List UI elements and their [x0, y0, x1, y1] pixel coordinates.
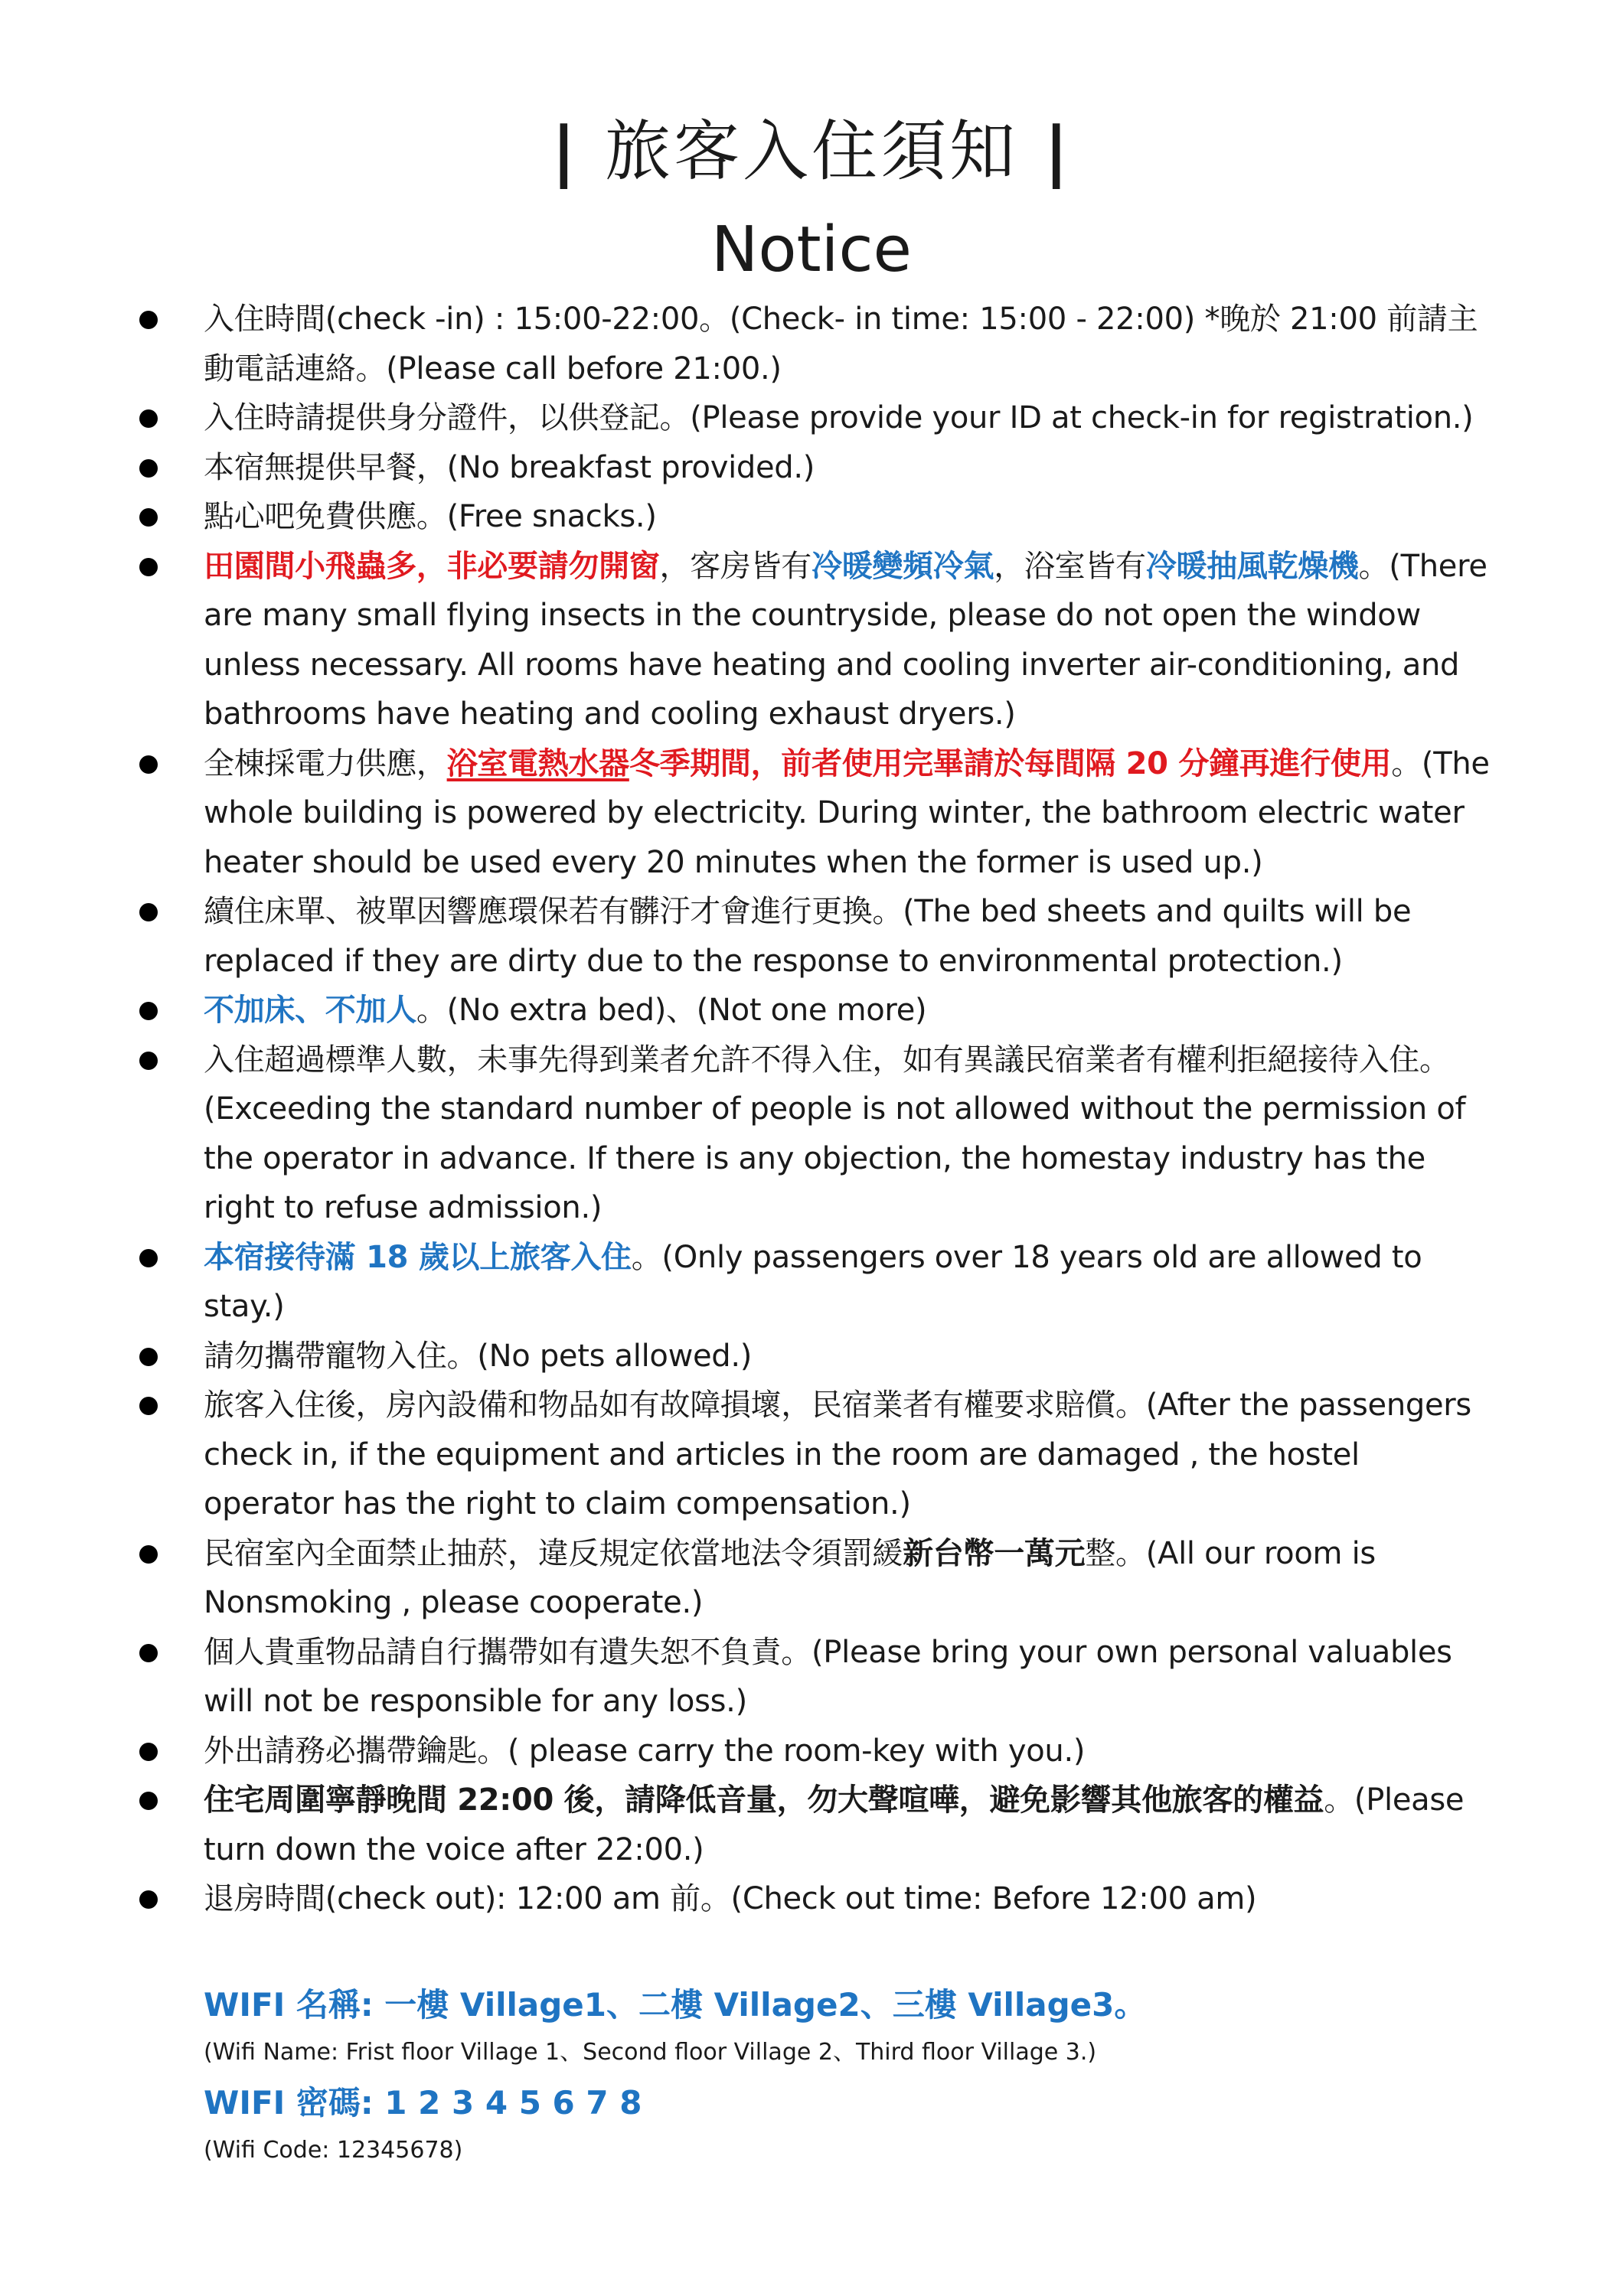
- page-subtitle: Notice: [711, 214, 912, 286]
- bullet-icon: [139, 1792, 158, 1810]
- notice-text: 退房時間(check out): 12:00 am 前。(Check out time: Before 12:00 am): [204, 1881, 1257, 1916]
- bullet-icon: [139, 1002, 158, 1020]
- notice-text: 本宿接待滿 18 歲以上旅客入住: [204, 1239, 632, 1275]
- notice-text: ，浴室皆有: [994, 548, 1146, 584]
- notice-text: 。(The whole building is powered by electricity. During winter, the bathroom electric water heater should be used every 20 minutes when the former is used up.): [204, 745, 1490, 880]
- notice-text: 冷暖抽風乾燥機: [1145, 548, 1359, 584]
- notice-text: 請勿攜帶寵物入住。(No pets allowed.): [204, 1338, 753, 1374]
- notice-text: 入住時間(check -in) : 15:00-22:00。(Check- in time: 15:00 - 22:00) *晚於 21:00 前請主動電話連絡。(Please call before 21:00.): [204, 302, 1478, 386]
- page-title: [0, 106, 1623, 197]
- notice-text: ，客房皆有: [659, 548, 812, 584]
- notice-item: [0, 1381, 1490, 1529]
- notice-list: [0, 295, 1623, 1924]
- notice-text: 。(Only passengers over 18 years old are allowed to stay.): [204, 1239, 1422, 1324]
- wifi-info: [204, 1981, 1505, 2174]
- title-text: 旅客入住須知: [605, 113, 1018, 190]
- notice-text: 。(Please turn down the voice after 22:00.): [204, 1782, 1465, 1867]
- notice-item: [0, 1874, 1490, 1924]
- notice-text: 。(There are many small flying insects in the countryside, please do not open the window unless necessary. All rooms have heating and cooling inverter air-conditioning, and bathrooms have heating and cooling exhaust dryers.): [204, 548, 1487, 732]
- wifi-name-translation: (Wifi Name: Frist floor Village 1、Second floor Village 2、Third floor Village 3.): [204, 2039, 1097, 2066]
- title-bar-right: |: [1044, 113, 1072, 190]
- notice-item: [0, 393, 1490, 443]
- notice-text: 旅客入住後，房內設備和物品如有故障損壞，民宿業者有權要求賠償。(After the passengers check in, if the equipment and articles in the room are damaged , the hostel operator has the right to claim compensation.): [204, 1388, 1471, 1521]
- notice-text: 整。(All our room is Nonsmoking , please cooperate.): [204, 1535, 1376, 1620]
- bullet-icon: [139, 1348, 158, 1366]
- notice-text: 本宿無提供早餐，(No breakfast provided.): [204, 449, 815, 485]
- notice-text: 續住床單、被單因響應環保若有髒汙才會進行更換。(The bed sheets and quilts will be replaced if they are dirty due to the response to environmental protection.): [204, 894, 1412, 979]
- bullet-icon: [139, 311, 158, 329]
- wifi-code: WIFI 密碼: 1 2 3 4 5 6 7 8: [204, 2084, 642, 2122]
- notice-text: 入住時請提供身分證件，以供登記。(Please provide your ID at check-in for registration.): [204, 400, 1474, 435]
- notice-text: 冷暖變頻冷氣: [812, 548, 994, 584]
- notice-text: 新台幣一萬元: [903, 1535, 1086, 1571]
- notice-text: 浴室電熱水器: [446, 745, 629, 781]
- notice-text: 入住超過標準人數，未事先得到業者允許不得入住，如有異議民宿業者有權利拒絕接待入住。(Exceeding the standard number of people is not allowed without the permission of the operator in advance. If there is any objection, the homestay industry has the right to refuse admission.): [204, 1042, 1466, 1225]
- bullet-icon: [139, 903, 158, 921]
- notice-item: [0, 1776, 1490, 1874]
- bullet-icon: [139, 1249, 158, 1267]
- notice-item: [0, 1035, 1490, 1233]
- title-bar-left: |: [551, 113, 579, 190]
- notice-text: 民宿室內全面禁止抽菸，違反規定依當地法令須罰緩: [204, 1535, 903, 1571]
- notice-item: [0, 887, 1490, 986]
- notice-item: [0, 1727, 1490, 1776]
- bullet-icon: [139, 508, 158, 527]
- wifi-name: WIFI 名稱: 一樓 Village1、二樓 Village2、三樓 Village3。: [204, 1986, 1147, 2024]
- notice-item: [0, 542, 1490, 739]
- bullet-icon: [139, 459, 158, 478]
- bullet-icon: [139, 1052, 158, 1070]
- bullet-icon: [139, 755, 158, 774]
- notice-text: 不加床、不加人: [204, 993, 416, 1028]
- notice-text: 住宅周圍寧靜晚間 22:00 後，請降低音量，勿大聲喧嘩，避免影響其他旅客的權益: [204, 1782, 1324, 1818]
- bullet-icon: [139, 1545, 158, 1564]
- bullet-icon: [139, 1644, 158, 1662]
- notice-item: [0, 986, 1490, 1035]
- notice-text: 外出請務必攜帶鑰匙。( please carry the room-key with you.): [204, 1733, 1086, 1769]
- notice-item: [0, 1332, 1490, 1381]
- notice-text: 全棟採電力供應，: [204, 745, 447, 781]
- bullet-icon: [139, 1397, 158, 1415]
- bullet-icon: [139, 1743, 158, 1761]
- bullet-icon: [139, 1890, 158, 1909]
- notice-text: 個人貴重物品請自行攜帶如有遺失恕不負責。(Please bring your own personal valuables will not be responsible for any loss.): [204, 1634, 1452, 1719]
- bullet-icon: [139, 409, 158, 428]
- notice-item: [0, 443, 1490, 493]
- wifi-code-translation: (Wifi Code: 12345678): [204, 2137, 463, 2164]
- notice-item: [0, 1529, 1490, 1628]
- notice-text: 點心吧免費供應。(Free snacks.): [204, 499, 657, 534]
- notice-item: [0, 295, 1490, 393]
- notice-item: [0, 1628, 1490, 1727]
- bullet-icon: [139, 558, 158, 576]
- notice-item: [0, 492, 1490, 542]
- notice-text: 冬季期間，前者使用完畢請於每間隔 20 分鐘再進行使用: [629, 745, 1392, 781]
- notice-item: [0, 739, 1490, 888]
- notice-text: 田園間小飛蟲多，非必要請勿開窗: [204, 548, 660, 584]
- notice-item: [0, 1233, 1490, 1332]
- notice-text: 。(No extra bed)、(Not one more): [416, 993, 927, 1028]
